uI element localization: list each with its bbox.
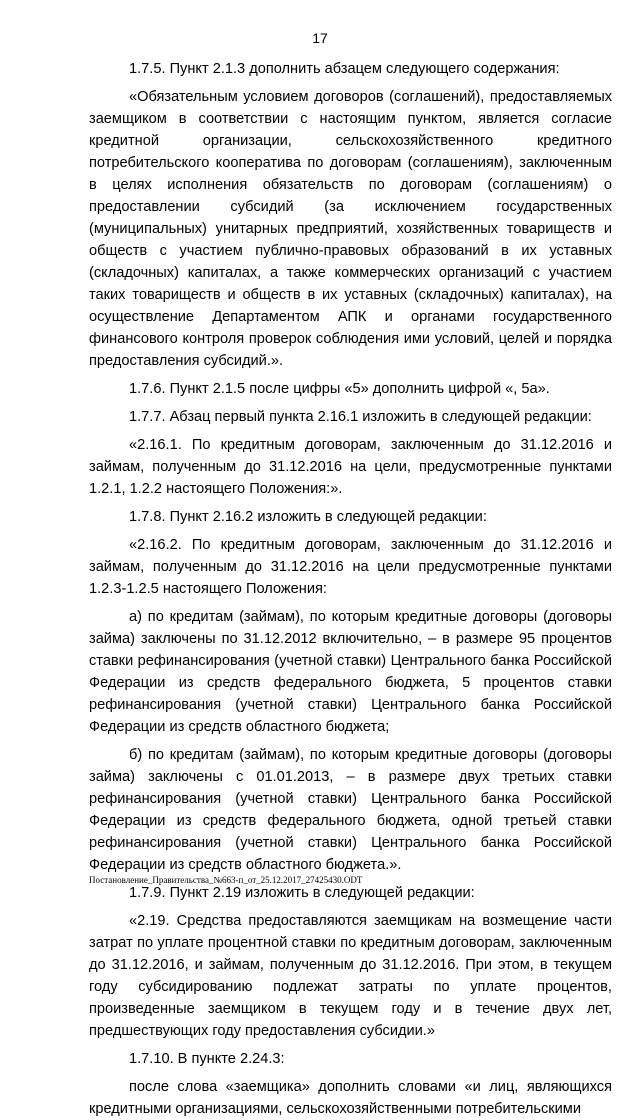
paragraph-1-7-10: 1.7.10. В пункте 2.24.3: xyxy=(129,1051,285,1067)
paragraph-1-7-9: 1.7.9. Пункт 2.19 изложить в следующей редакции: xyxy=(129,885,475,901)
paragraph-after-word: после слова «заемщика» дополнить словами «и лиц, являющихся кредитными организациями, сельскохозяйственными потребительскими xyxy=(89,1079,612,1117)
paragraph-quote-2-16-2: «2.16.2. По кредитным договорам, заключенным до 31.12.2016 и займам, полученным до 31.12.2016 на цели предусмотренные пунктами 1.2.3-1.2.5 настоящего Положения: xyxy=(89,537,612,597)
paragraph-quote-2-19: «2.19. Средства предоставляются заемщикам на возмещение части затрат по уплате процентной ставки по кредитным договорам, заключенным до 31.12.2016, и займам, полученным до 31.12.2016. При этом, в текущем году субсидированию подлежат затраты по уплате процентов, произведенные заемщиком в текущем году и в течение двух лет, предшествующих году предоставления субсидии.» xyxy=(89,913,612,1039)
footer-filename: Постановление_Правительства_№663-п_от_25.12.2017_27425430.ODT xyxy=(89,875,363,885)
paragraph-item-b: б) по кредитам (займам), по которым кредитные договоры (договоры займа) заключены с 01.01.2013, – в размере двух третьих ставки рефинансирования (учетной ставки) Центрального банка Российской Федерации из средств федерального бюджета, одной третьей ставки рефинансирования (учетной ставки) Центрального банка Российской Федерации из средств областного бюджета.». xyxy=(89,747,612,873)
paragraph-quote-2-16-1: «2.16.1. По кредитным договорам, заключенным до 31.12.2016 и займам, полученным до 31.12.2016 на цели, предусмотренные пунктами 1.2.1, 1.2.2 настоящего Положения:». xyxy=(89,437,612,497)
paragraph-1-7-6: 1.7.6. Пункт 2.1.5 после цифры «5» дополнить цифрой «, 5а». xyxy=(129,381,550,397)
document-body xyxy=(89,58,612,1120)
paragraph-1-7-7: 1.7.7. Абзац первый пункта 2.16.1 изложить в следующей редакции: xyxy=(129,409,592,425)
paragraph-1-7-8: 1.7.8. Пункт 2.16.2 изложить в следующей редакции: xyxy=(129,509,487,525)
page-number: 17 xyxy=(312,30,328,46)
paragraph-1-7-5: 1.7.5. Пункт 2.1.3 дополнить абзацем следующего содержания: xyxy=(129,61,560,77)
paragraph-quote-2-1-3: «Обязательным условием договоров (соглашений), предоставляемых заемщиком в соответствии с настоящим пунктом, является согласие кредитной организации, сельскохозяйственного кредитного потребительского кооператива по договорам (соглашениям), заключенным в целях исполнения обязательств по договорам (соглашениям) о предоставлении субсидий (за исключением государственных (муниципальных) унитарных предприятий, хозяйственных товариществ и обществ с участием публично-правовых образований в их уставных (складочных) капиталах, а также коммерческих организаций с участием таких товариществ и обществ в их уставных (складочных) капиталах), на осуществление Департаментом АПК и органами государственного финансового контроля проверок соблюдения ими условий, целей и порядка предоставления субсидий.». xyxy=(89,89,612,369)
paragraph-item-a: а) по кредитам (займам), по которым кредитные договоры (договоры займа) заключены по 31.12.2012 включительно, – в размере 95 процентов ставки рефинансирования (учетной ставки) Центрального банка Российской Федерации из средств федерального бюджета, 5 процентов ставки рефинансирования (учетной ставки) Центрального банка Российской Федерации из средств областного бюджета; xyxy=(89,609,612,735)
